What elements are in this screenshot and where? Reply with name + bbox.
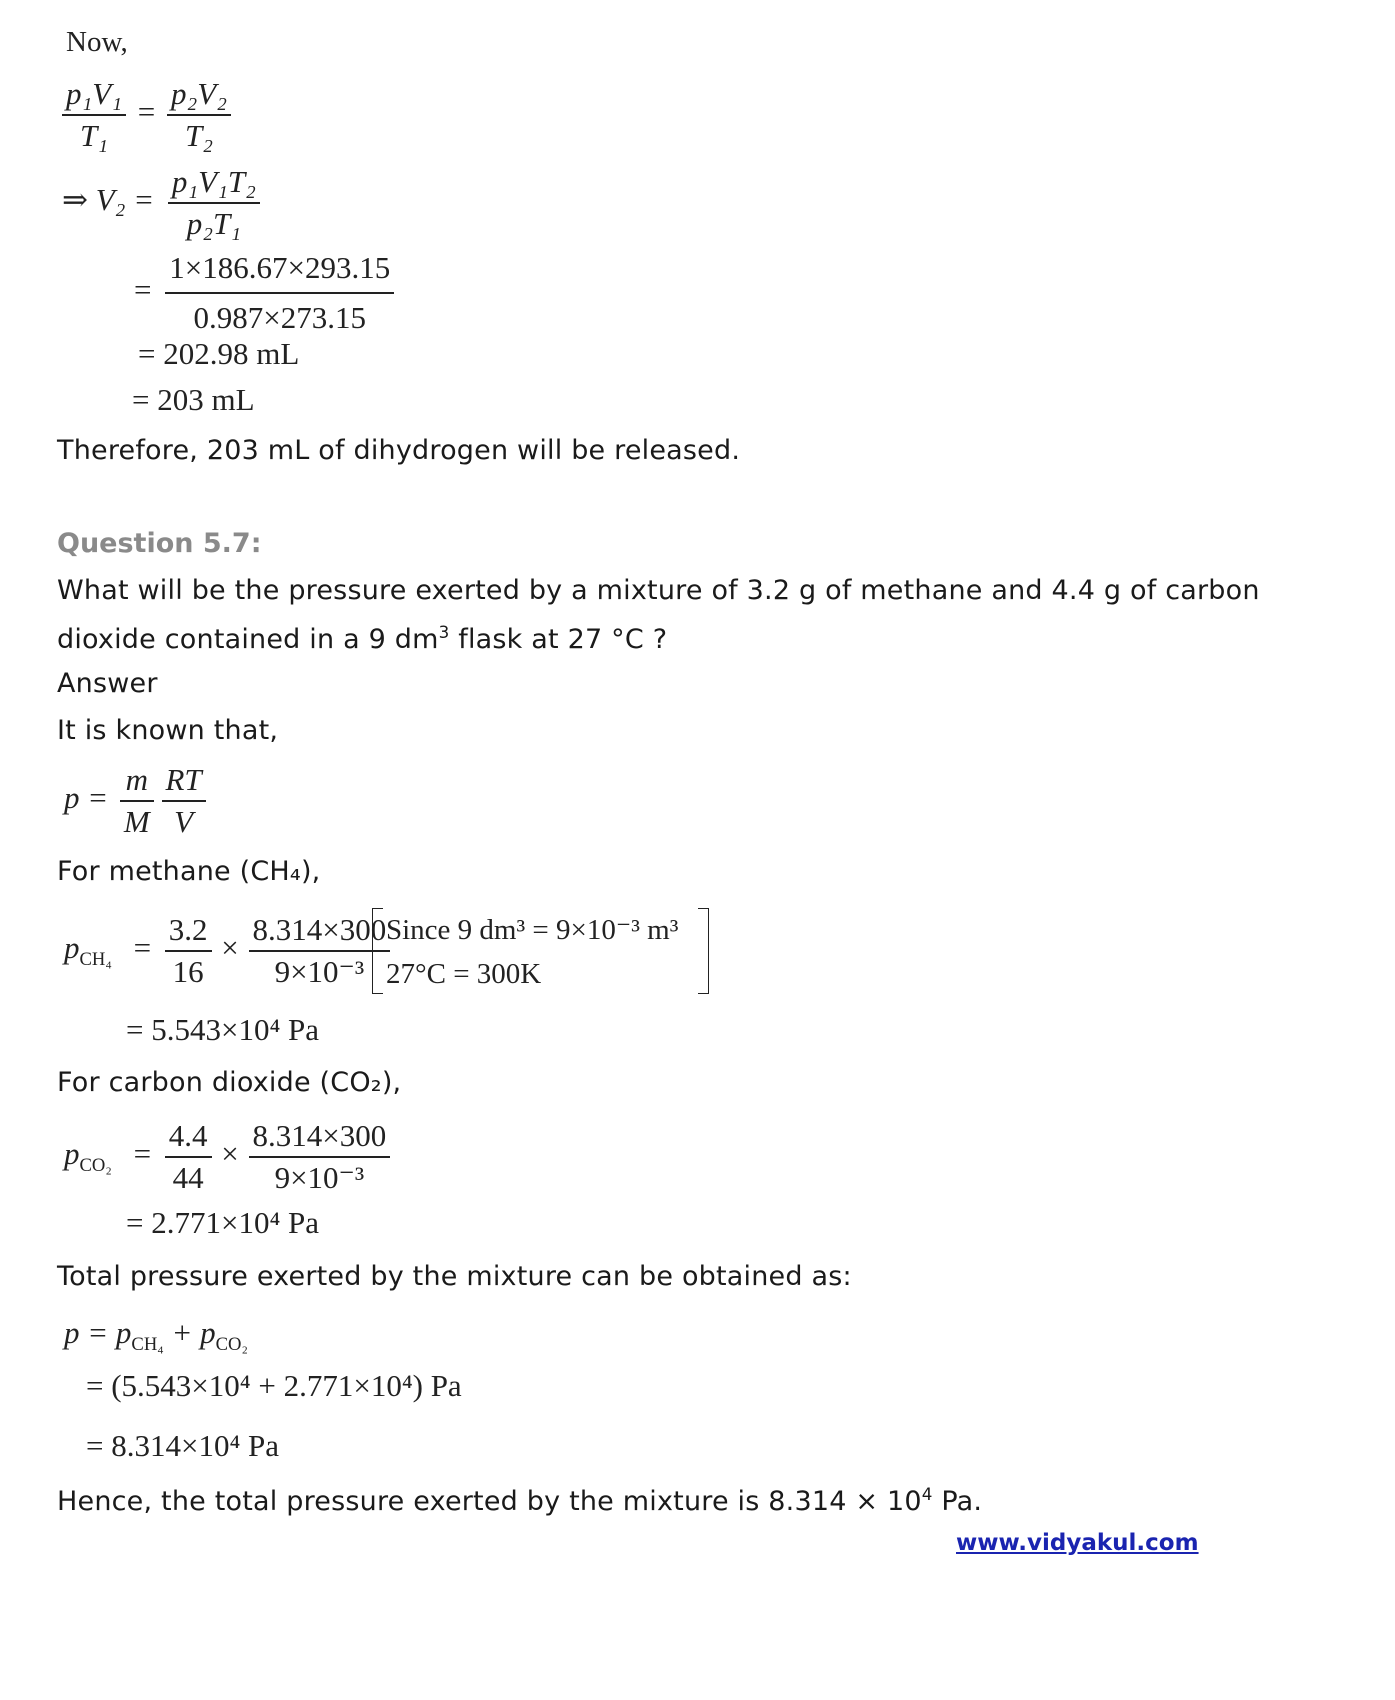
total-equation-line-3: = 8.314×10⁴ Pa: [86, 1428, 280, 1463]
co2-label: For carbon dioxide (CO₂),: [57, 1067, 402, 1098]
total-sub-ch4: CH₄: [131, 1334, 164, 1356]
v2-calculation: = $\frac{1\times 186.67\times 293.15}{0.987\times 273.15}$: [134, 250, 394, 336]
methane-num2: 8.314×300: [252, 912, 387, 947]
conclusion-dihydrogen: Therefore, 203 mL of dihydrogen will be released.: [57, 435, 741, 466]
co2-lhs: p: [64, 1135, 80, 1171]
rhs-fraction: [167, 76, 231, 154]
total-line-1-lhs: p = p: [64, 1315, 132, 1350]
methane-equation: $p_{CH_4}$ = $\frac{3.2}{16}$ × $\frac{8.314\times 300}{\text{9×10⁻³}}$: [64, 912, 390, 990]
co2-num1: 4.4: [168, 1118, 208, 1153]
methane-result: = 5.543×10⁴ Pa: [126, 1012, 320, 1047]
methane-fraction-rt: [249, 912, 391, 990]
calc-numerator: 1×186.67×293.15: [169, 250, 391, 285]
methane-lhs: p: [64, 929, 80, 965]
v2-fraction: [168, 164, 260, 242]
formula-lhs: p =: [64, 779, 109, 815]
bracket-right: [698, 908, 709, 994]
co2-equation: $p_{CO_2}$ = $\frac{4.4}{44}$ × $\frac{8.314\times 300}{\text{9×10⁻³}}$: [64, 1118, 390, 1196]
calc-denominator: 0.987×273.15: [193, 299, 366, 335]
bracket-note-line-1: Since 9 dm³ = 9×10⁻³ m³: [386, 914, 679, 946]
methane-label: For methane (CH₄),: [57, 856, 321, 887]
final-statement-tail: Pa.: [932, 1486, 983, 1517]
formula-fraction-rt: [162, 762, 206, 840]
total-equation-line-1: [64, 1315, 248, 1356]
total-sub-co2: CO₂: [215, 1334, 248, 1356]
question-line-2-tail: flask at 27 °C ?: [449, 624, 668, 655]
footer-link[interactable]: www.vidyakul.com: [956, 1530, 1199, 1556]
formula-fraction-m: [120, 762, 154, 840]
v2-result-rounded: = 203 mL: [132, 382, 255, 417]
bracket-left: [372, 908, 383, 994]
v2-denominator: p₂T₁: [186, 205, 242, 241]
formula-m: m: [125, 762, 149, 797]
question-line-1: What will be the pressure exerted by a mixture of 3.2 g of methane and 4.4 g of carbon: [57, 575, 1260, 606]
v2-lhs: ⇒ V₂ =: [62, 181, 155, 217]
v2-numerator: p₁V₁T₂: [171, 164, 256, 199]
total-label: Total pressure exerted by the mixture can be obtained as:: [57, 1261, 852, 1292]
gas-law-equation: $\frac{\text{p₁V₁}}{\text{T₁}}$ = $\frac{\text{p₂V₂}}{\text{T₂}}$: [62, 76, 231, 154]
lhs-fraction: [62, 76, 126, 154]
v2-equation: [62, 164, 260, 242]
formula-RT: RT: [165, 762, 202, 797]
rhs-denominator: T₂: [184, 117, 213, 153]
co2-fraction-rt: [249, 1118, 391, 1196]
co2-den2: 9×10⁻³: [274, 1159, 365, 1195]
question-line-2-text: dioxide contained in a 9 dm: [57, 624, 439, 655]
intro-now: Now,: [66, 26, 128, 58]
methane-num1: 3.2: [168, 912, 208, 947]
methane-den2: 9×10⁻³: [274, 953, 365, 989]
answer-label: Answer: [57, 668, 158, 699]
methane-fraction-mass: [165, 912, 212, 990]
methane-lhs-sub: CH₄: [79, 949, 112, 971]
question-title: Question 5.7:: [57, 528, 262, 559]
formula-M: M: [123, 803, 150, 839]
co2-result: = 2.771×10⁴ Pa: [126, 1205, 320, 1240]
final-statement: [57, 1484, 982, 1517]
lhs-denominator: T₁: [79, 117, 109, 153]
question-line-2: [57, 622, 667, 655]
co2-lhs-sub: CO₂: [79, 1155, 112, 1177]
final-statement-text: Hence, the total pressure exerted by the mixture is 8.314 × 10: [57, 1486, 922, 1517]
formula-V: V: [174, 803, 194, 839]
bracket-note-line-2: 27°C = 300K: [386, 958, 542, 990]
known-statement: It is known that,: [57, 715, 279, 746]
total-equation-line-2: = (5.543×10⁴ + 2.771×10⁴) Pa: [86, 1368, 462, 1403]
v2-result-exact: = 202.98 mL: [138, 336, 300, 371]
co2-fraction-mass: [165, 1118, 212, 1196]
methane-den1: 16: [172, 953, 204, 989]
calc-fraction: [165, 250, 394, 336]
co2-den1: 44: [172, 1159, 204, 1195]
rhs-numerator: p₂V₂: [170, 76, 227, 111]
lhs-numerator: p₁V₁: [66, 76, 122, 111]
final-statement-sup: 4: [921, 1484, 933, 1504]
pressure-formula: [64, 762, 206, 840]
co2-num2: 8.314×300: [252, 1118, 387, 1153]
total-plus: + p: [163, 1315, 216, 1350]
question-line-2-sup: 3: [438, 622, 450, 642]
